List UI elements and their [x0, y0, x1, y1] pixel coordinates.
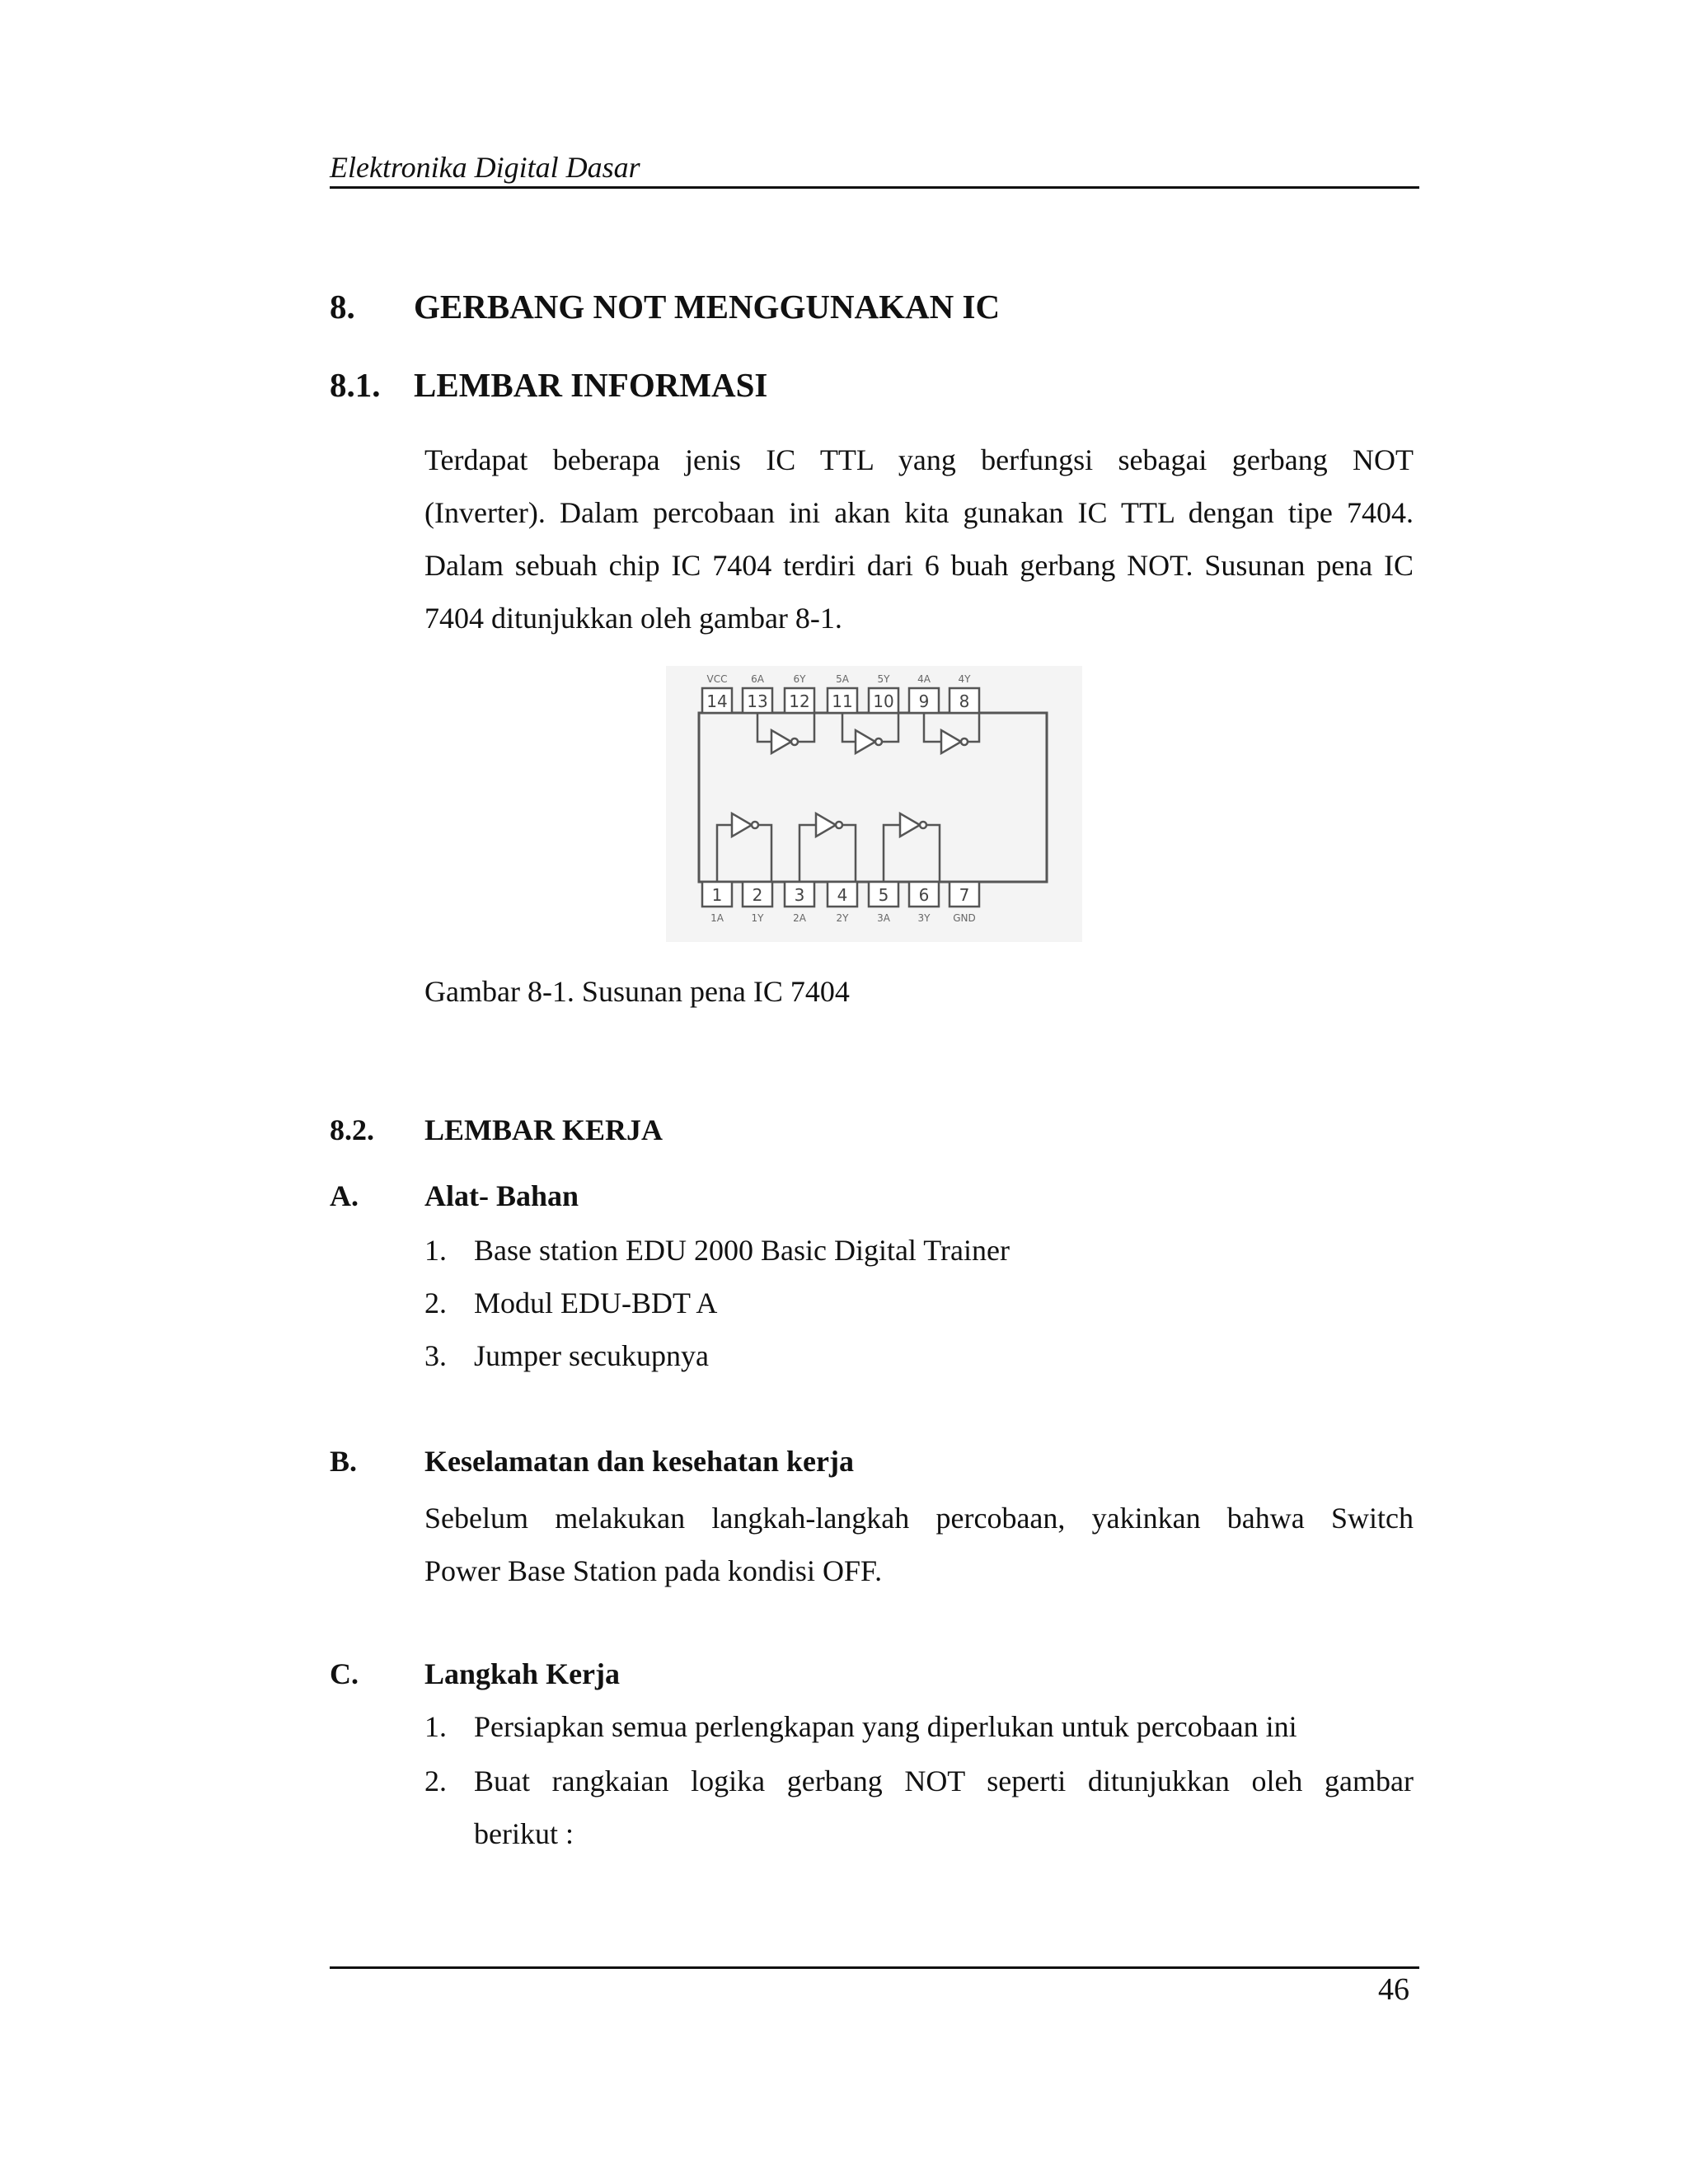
list-item: Modul EDU-BDT A [474, 1286, 718, 1319]
pin-number: 11 [832, 691, 853, 711]
list-number: 1. [424, 1710, 447, 1743]
figure-caption: Gambar 8-1. Susunan pena IC 7404 [424, 975, 850, 1008]
list-item: Persiapkan semua perlengkapan yang diperlukan untuk percobaan ini [474, 1710, 1297, 1743]
pin-label: 3A [877, 912, 890, 924]
footer-rule [330, 1966, 1419, 1969]
part-letter: C. [330, 1657, 359, 1690]
subsection-number: 8.2. [330, 1113, 374, 1146]
pin-label: 2Y [836, 912, 849, 924]
pin-number: 10 [873, 691, 894, 711]
part-title: Alat- Bahan [424, 1179, 579, 1212]
section-number: 8. [330, 288, 355, 326]
pin-label: 5A [836, 673, 849, 685]
pin-label: 6Y [793, 673, 806, 685]
pin-label: GND [953, 912, 976, 924]
pin-number: 1 [711, 885, 723, 905]
list-item: Buat rangkaian logika gerbang NOT seperti ditunjukkan oleh gambar [474, 1765, 1414, 1797]
list-item: Base station EDU 2000 Basic Digital Trainer [474, 1234, 1010, 1267]
pin-number: 9 [918, 691, 930, 711]
pin-label: 2A [793, 912, 806, 924]
pin-number: 4 [837, 885, 848, 905]
pin-label: 1Y [751, 912, 764, 924]
list-item-continuation: berikut : [474, 1817, 574, 1850]
paragraph-line: Sebelum melakukan langkah-langkah percobaan, yakinkan bahwa Switch [424, 1502, 1414, 1535]
page-number: 46 [1378, 1972, 1409, 2007]
pin-label: 4A [917, 673, 931, 685]
list-number: 2. [424, 1765, 447, 1797]
part-letter: B. [330, 1445, 358, 1478]
pin-number: 13 [747, 691, 768, 711]
pin-number: 5 [878, 885, 889, 905]
paragraph-line: Terdapat beberapa jenis IC TTL yang berfungsi sebagai gerbang NOT [424, 443, 1414, 476]
list-number: 2. [424, 1286, 447, 1319]
subsection-number: 8.1. [330, 366, 381, 404]
paragraph-line: (Inverter). Dalam percobaan ini akan kita gunakan IC TTL dengan tipe 7404. [424, 496, 1414, 529]
list-number: 3. [424, 1339, 447, 1372]
pin-number: 14 [706, 691, 728, 711]
pin-label: VCC [706, 673, 728, 685]
part-title: Langkah Kerja [424, 1657, 621, 1690]
section-title: GERBANG NOT MENGGUNAKAN IC [414, 288, 1001, 326]
part-letter: A. [330, 1179, 359, 1212]
subsection-title: LEMBAR KERJA [424, 1113, 663, 1146]
pin-label: 5Y [877, 673, 890, 685]
paragraph-line: Power Base Station pada kondisi OFF. [424, 1554, 883, 1587]
pin-number: 6 [918, 885, 930, 905]
pin-label: 3Y [917, 912, 931, 924]
pin-number: 3 [794, 885, 805, 905]
pin-label: 6A [751, 673, 764, 685]
list-number: 1. [424, 1234, 447, 1267]
pin-label: 4Y [958, 673, 971, 685]
list-item: Jumper secukupnya [474, 1339, 709, 1372]
paragraph-line: 7404 ditunjukkan oleh gambar 8-1. [424, 602, 842, 635]
pin-number: 7 [959, 885, 970, 905]
pin-number: 2 [752, 885, 763, 905]
paragraph-line: Dalam sebuah chip IC 7404 terdiri dari 6 buah gerbang NOT. Susunan pena IC [424, 549, 1414, 582]
running-header: Elektronika Digital Dasar [330, 151, 640, 184]
pin-number: 8 [959, 691, 970, 711]
part-title: Keselamatan dan kesehatan kerja [424, 1445, 854, 1478]
ic-7404-pinout-diagram [666, 666, 1082, 942]
header-rule [330, 186, 1419, 189]
pin-label: 1A [710, 912, 724, 924]
pin-number: 12 [789, 691, 810, 711]
subsection-title: LEMBAR INFORMASI [414, 366, 768, 404]
